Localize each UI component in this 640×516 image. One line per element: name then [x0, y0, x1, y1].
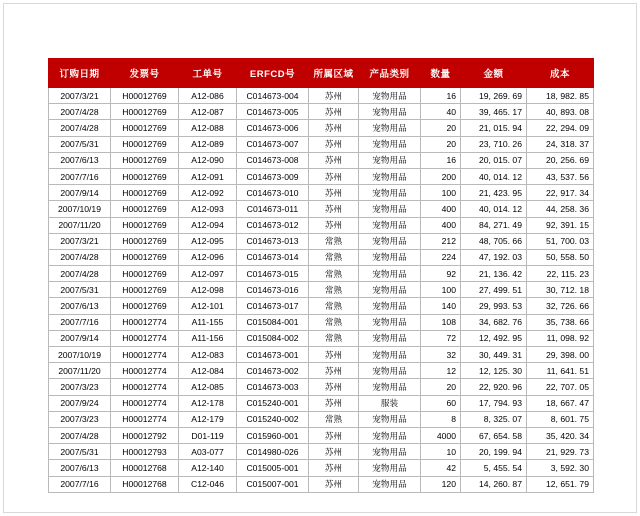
cell-invoice-no: H00012769 [111, 201, 179, 217]
cell-work-order-no: A12-178 [179, 395, 237, 411]
cell-order-date: 2007/7/16 [49, 476, 111, 492]
cell-region: 苏州 [309, 379, 359, 395]
cell-region: 苏州 [309, 185, 359, 201]
cell-amount: 29, 993. 53 [461, 298, 527, 314]
cell-region: 苏州 [309, 136, 359, 152]
cell-work-order-no: A12-140 [179, 460, 237, 476]
cell-erfcd-no: C014980-026 [237, 444, 309, 460]
cell-order-date: 2007/7/16 [49, 314, 111, 330]
cell-cost: 18, 667. 47 [527, 395, 594, 411]
cell-erfcd-no: C015240-002 [237, 411, 309, 427]
cell-cost: 18, 982. 85 [527, 88, 594, 104]
cell-erfcd-no: C014673-002 [237, 363, 309, 379]
cell-erfcd-no: C014673-008 [237, 152, 309, 168]
cell-erfcd-no: C014673-003 [237, 379, 309, 395]
cell-cost: 35, 420. 34 [527, 427, 594, 443]
cell-product-category: 宠物用品 [359, 427, 421, 443]
cell-invoice-no: H00012774 [111, 363, 179, 379]
cell-work-order-no: A12-087 [179, 104, 237, 120]
cell-order-date: 2007/3/21 [49, 233, 111, 249]
table-row [49, 120, 594, 136]
cell-erfcd-no: C014673-014 [237, 249, 309, 265]
cell-cost: 51, 700. 03 [527, 233, 594, 249]
cell-order-date: 2007/3/23 [49, 379, 111, 395]
cell-quantity: 140 [421, 298, 461, 314]
cell-region: 常熟 [309, 411, 359, 427]
cell-invoice-no: H00012769 [111, 217, 179, 233]
cell-amount: 34, 682. 76 [461, 314, 527, 330]
cell-order-date: 2007/3/21 [49, 88, 111, 104]
cell-amount: 12, 125. 30 [461, 363, 527, 379]
cell-quantity: 200 [421, 168, 461, 184]
cell-erfcd-no: C015084-002 [237, 330, 309, 346]
cell-quantity: 32 [421, 347, 461, 363]
cell-product-category: 宠物用品 [359, 104, 421, 120]
cell-cost: 44, 258. 36 [527, 201, 594, 217]
cell-amount: 20, 015. 07 [461, 152, 527, 168]
cell-invoice-no: H00012774 [111, 347, 179, 363]
table-row [49, 411, 594, 427]
cell-region: 苏州 [309, 152, 359, 168]
cell-invoice-no: H00012769 [111, 120, 179, 136]
cell-quantity: 100 [421, 185, 461, 201]
column-header-work-order-no[interactable]: 工单号 [179, 59, 237, 88]
table-row [49, 476, 594, 492]
table-row [49, 88, 594, 104]
cell-cost: 22, 707. 05 [527, 379, 594, 395]
cell-invoice-no: H00012769 [111, 136, 179, 152]
cell-quantity: 4000 [421, 427, 461, 443]
cell-erfcd-no: C015240-001 [237, 395, 309, 411]
cell-region: 苏州 [309, 120, 359, 136]
cell-invoice-no: H00012769 [111, 298, 179, 314]
cell-amount: 67, 654. 58 [461, 427, 527, 443]
cell-product-category: 宠物用品 [359, 249, 421, 265]
cell-erfcd-no: C014673-010 [237, 185, 309, 201]
cell-order-date: 2007/5/31 [49, 444, 111, 460]
cell-cost: 22, 115. 23 [527, 266, 594, 282]
cell-invoice-no: H00012769 [111, 233, 179, 249]
cell-work-order-no: A12-084 [179, 363, 237, 379]
cell-region: 苏州 [309, 395, 359, 411]
table-row [49, 363, 594, 379]
table-row [49, 379, 594, 395]
table-row [49, 347, 594, 363]
cell-quantity: 42 [421, 460, 461, 476]
table-row [49, 233, 594, 249]
cell-order-date: 2007/11/20 [49, 363, 111, 379]
cell-cost: 24, 318. 37 [527, 136, 594, 152]
cell-invoice-no: H00012774 [111, 314, 179, 330]
cell-region: 苏州 [309, 104, 359, 120]
cell-product-category: 宠物用品 [359, 185, 421, 201]
cell-order-date: 2007/4/28 [49, 120, 111, 136]
cell-quantity: 120 [421, 476, 461, 492]
cell-quantity: 72 [421, 330, 461, 346]
cell-amount: 17, 794. 93 [461, 395, 527, 411]
cell-product-category: 宠物用品 [359, 266, 421, 282]
cell-cost: 12, 651. 79 [527, 476, 594, 492]
cell-quantity: 16 [421, 152, 461, 168]
cell-product-category: 宠物用品 [359, 298, 421, 314]
cell-product-category: 宠物用品 [359, 460, 421, 476]
table-row [49, 298, 594, 314]
cell-order-date: 2007/4/28 [49, 427, 111, 443]
cell-invoice-no: H00012769 [111, 282, 179, 298]
column-header-cost[interactable]: 成本 [527, 59, 594, 88]
cell-quantity: 400 [421, 201, 461, 217]
column-header-erfcd-no[interactable]: ERFCD号 [237, 59, 309, 88]
cell-order-date: 2007/9/14 [49, 185, 111, 201]
cell-quantity: 20 [421, 136, 461, 152]
order-table-container [48, 58, 593, 493]
order-table [48, 58, 594, 493]
cell-erfcd-no: C014673-012 [237, 217, 309, 233]
cell-erfcd-no: C014673-011 [237, 201, 309, 217]
table-row [49, 217, 594, 233]
table-row [49, 201, 594, 217]
cell-work-order-no: A12-101 [179, 298, 237, 314]
cell-region: 苏州 [309, 476, 359, 492]
cell-region: 常熟 [309, 330, 359, 346]
cell-quantity: 10 [421, 444, 461, 460]
cell-order-date: 2007/6/13 [49, 460, 111, 476]
cell-cost: 21, 929. 73 [527, 444, 594, 460]
cell-amount: 5, 455. 54 [461, 460, 527, 476]
cell-amount: 21, 423. 95 [461, 185, 527, 201]
cell-cost: 50, 558. 50 [527, 249, 594, 265]
cell-amount: 23, 710. 26 [461, 136, 527, 152]
cell-erfcd-no: C014673-015 [237, 266, 309, 282]
cell-product-category: 宠物用品 [359, 411, 421, 427]
cell-amount: 39, 465. 17 [461, 104, 527, 120]
cell-quantity: 400 [421, 217, 461, 233]
cell-amount: 8, 325. 07 [461, 411, 527, 427]
cell-region: 苏州 [309, 444, 359, 460]
table-row [49, 444, 594, 460]
cell-invoice-no: H00012793 [111, 444, 179, 460]
cell-quantity: 100 [421, 282, 461, 298]
column-header-quantity[interactable]: 数量 [421, 59, 461, 88]
column-header-product-category[interactable]: 产品类别 [359, 59, 421, 88]
cell-amount: 40, 014. 12 [461, 168, 527, 184]
cell-order-date: 2007/6/13 [49, 152, 111, 168]
cell-order-date: 2007/7/16 [49, 168, 111, 184]
cell-product-category: 宠物用品 [359, 476, 421, 492]
cell-erfcd-no: C015084-001 [237, 314, 309, 330]
cell-product-category: 宠物用品 [359, 217, 421, 233]
cell-work-order-no: A03-077 [179, 444, 237, 460]
cell-quantity: 20 [421, 379, 461, 395]
cell-amount: 22, 920. 96 [461, 379, 527, 395]
cell-amount: 20, 199. 94 [461, 444, 527, 460]
cell-work-order-no: A12-092 [179, 185, 237, 201]
table-row [49, 136, 594, 152]
cell-region: 苏州 [309, 363, 359, 379]
cell-cost: 22, 294. 09 [527, 120, 594, 136]
table-row [49, 460, 594, 476]
cell-work-order-no: A12-085 [179, 379, 237, 395]
cell-order-date: 2007/5/31 [49, 136, 111, 152]
cell-product-category: 宠物用品 [359, 168, 421, 184]
cell-quantity: 108 [421, 314, 461, 330]
cell-amount: 19, 269. 69 [461, 88, 527, 104]
cell-region: 苏州 [309, 168, 359, 184]
cell-product-category: 宠物用品 [359, 201, 421, 217]
cell-erfcd-no: C014673-006 [237, 120, 309, 136]
cell-quantity: 92 [421, 266, 461, 282]
cell-erfcd-no: C015005-001 [237, 460, 309, 476]
cell-amount: 12, 492. 95 [461, 330, 527, 346]
cell-erfcd-no: C014673-001 [237, 347, 309, 363]
cell-erfcd-no: C014673-005 [237, 104, 309, 120]
table-row [49, 314, 594, 330]
table-row [49, 168, 594, 184]
cell-erfcd-no: C014673-007 [237, 136, 309, 152]
table-body [49, 88, 594, 493]
cell-region: 常熟 [309, 266, 359, 282]
cell-region: 苏州 [309, 427, 359, 443]
cell-work-order-no: A12-088 [179, 120, 237, 136]
cell-work-order-no: A11-155 [179, 314, 237, 330]
table-row [49, 266, 594, 282]
cell-region: 常熟 [309, 298, 359, 314]
cell-amount: 27, 499. 51 [461, 282, 527, 298]
cell-erfcd-no: C015007-001 [237, 476, 309, 492]
cell-invoice-no: H00012769 [111, 88, 179, 104]
cell-erfcd-no: C014673-013 [237, 233, 309, 249]
cell-invoice-no: H00012769 [111, 249, 179, 265]
cell-cost: 32, 726. 66 [527, 298, 594, 314]
cell-order-date: 2007/6/13 [49, 298, 111, 314]
cell-region: 苏州 [309, 347, 359, 363]
cell-amount: 47, 192. 03 [461, 249, 527, 265]
cell-invoice-no: H00012769 [111, 168, 179, 184]
cell-invoice-no: H00012774 [111, 411, 179, 427]
cell-work-order-no: A12-094 [179, 217, 237, 233]
cell-work-order-no: A12-179 [179, 411, 237, 427]
cell-amount: 40, 014. 12 [461, 201, 527, 217]
cell-product-category: 宠物用品 [359, 233, 421, 249]
cell-invoice-no: H00012774 [111, 330, 179, 346]
cell-product-category: 宠物用品 [359, 444, 421, 460]
cell-product-category: 宠物用品 [359, 347, 421, 363]
cell-quantity: 224 [421, 249, 461, 265]
cell-region: 常熟 [309, 233, 359, 249]
cell-work-order-no: A12-086 [179, 88, 237, 104]
cell-product-category: 宠物用品 [359, 136, 421, 152]
cell-order-date: 2007/9/14 [49, 330, 111, 346]
cell-amount: 30, 449. 31 [461, 347, 527, 363]
cell-product-category: 宠物用品 [359, 314, 421, 330]
cell-invoice-no: H00012769 [111, 152, 179, 168]
column-header-invoice-no[interactable]: 发票号 [111, 59, 179, 88]
cell-work-order-no: A12-093 [179, 201, 237, 217]
cell-cost: 20, 256. 69 [527, 152, 594, 168]
column-header-order-date[interactable]: 订购日期 [49, 59, 111, 88]
cell-work-order-no: D01-119 [179, 427, 237, 443]
cell-work-order-no: A12-091 [179, 168, 237, 184]
cell-cost: 11, 641. 51 [527, 363, 594, 379]
cell-order-date: 2007/4/28 [49, 104, 111, 120]
cell-work-order-no: A12-089 [179, 136, 237, 152]
cell-order-date: 2007/4/28 [49, 266, 111, 282]
table-row [49, 330, 594, 346]
cell-cost: 11, 098. 92 [527, 330, 594, 346]
table-row [49, 152, 594, 168]
cell-region: 苏州 [309, 460, 359, 476]
cell-product-category: 服装 [359, 395, 421, 411]
cell-invoice-no: H00012792 [111, 427, 179, 443]
cell-erfcd-no: C014673-016 [237, 282, 309, 298]
cell-invoice-no: H00012774 [111, 379, 179, 395]
table-row [49, 104, 594, 120]
cell-invoice-no: H00012769 [111, 185, 179, 201]
cell-invoice-no: H00012769 [111, 104, 179, 120]
cell-quantity: 60 [421, 395, 461, 411]
cell-region: 苏州 [309, 201, 359, 217]
cell-region: 苏州 [309, 217, 359, 233]
cell-cost: 35, 738. 66 [527, 314, 594, 330]
cell-amount: 84, 271. 49 [461, 217, 527, 233]
cell-quantity: 8 [421, 411, 461, 427]
cell-order-date: 2007/10/19 [49, 201, 111, 217]
cell-cost: 43, 537. 56 [527, 168, 594, 184]
cell-region: 苏州 [309, 88, 359, 104]
cell-cost: 3, 592. 30 [527, 460, 594, 476]
cell-work-order-no: A12-098 [179, 282, 237, 298]
cell-cost: 40, 893. 08 [527, 104, 594, 120]
cell-order-date: 2007/3/23 [49, 411, 111, 427]
table-row [49, 395, 594, 411]
cell-quantity: 40 [421, 104, 461, 120]
cell-work-order-no: A12-097 [179, 266, 237, 282]
cell-invoice-no: H00012774 [111, 395, 179, 411]
cell-work-order-no: A12-095 [179, 233, 237, 249]
cell-product-category: 宠物用品 [359, 88, 421, 104]
cell-product-category: 宠物用品 [359, 120, 421, 136]
cell-product-category: 宠物用品 [359, 152, 421, 168]
cell-order-date: 2007/9/24 [49, 395, 111, 411]
cell-work-order-no: C12-046 [179, 476, 237, 492]
cell-erfcd-no: C015960-001 [237, 427, 309, 443]
table-row [49, 249, 594, 265]
cell-product-category: 宠物用品 [359, 282, 421, 298]
cell-erfcd-no: C014673-004 [237, 88, 309, 104]
cell-cost: 92, 391. 15 [527, 217, 594, 233]
cell-region: 常熟 [309, 314, 359, 330]
table-header-row [49, 59, 594, 88]
cell-amount: 14, 260. 87 [461, 476, 527, 492]
cell-order-date: 2007/4/28 [49, 249, 111, 265]
column-header-region[interactable]: 所属区域 [309, 59, 359, 88]
cell-quantity: 16 [421, 88, 461, 104]
cell-cost: 29, 398. 00 [527, 347, 594, 363]
cell-cost: 22, 917. 34 [527, 185, 594, 201]
table-row [49, 185, 594, 201]
cell-work-order-no: A12-090 [179, 152, 237, 168]
cell-amount: 21, 015. 94 [461, 120, 527, 136]
column-header-amount[interactable]: 金额 [461, 59, 527, 88]
cell-product-category: 宠物用品 [359, 363, 421, 379]
cell-cost: 8, 601. 75 [527, 411, 594, 427]
cell-cost: 30, 712. 18 [527, 282, 594, 298]
cell-order-date: 2007/10/19 [49, 347, 111, 363]
cell-quantity: 20 [421, 120, 461, 136]
cell-erfcd-no: C014673-017 [237, 298, 309, 314]
cell-region: 常熟 [309, 282, 359, 298]
cell-quantity: 212 [421, 233, 461, 249]
cell-amount: 21, 136. 42 [461, 266, 527, 282]
cell-invoice-no: H00012768 [111, 460, 179, 476]
cell-order-date: 2007/11/20 [49, 217, 111, 233]
table-header [49, 59, 594, 88]
cell-quantity: 12 [421, 363, 461, 379]
cell-region: 常熟 [309, 249, 359, 265]
cell-amount: 48, 705. 66 [461, 233, 527, 249]
cell-invoice-no: H00012768 [111, 476, 179, 492]
cell-product-category: 宠物用品 [359, 379, 421, 395]
cell-invoice-no: H00012769 [111, 266, 179, 282]
table-row [49, 282, 594, 298]
cell-erfcd-no: C014673-009 [237, 168, 309, 184]
cell-order-date: 2007/5/31 [49, 282, 111, 298]
cell-work-order-no: A11-156 [179, 330, 237, 346]
cell-work-order-no: A12-096 [179, 249, 237, 265]
cell-work-order-no: A12-083 [179, 347, 237, 363]
cell-product-category: 宠物用品 [359, 330, 421, 346]
table-row [49, 427, 594, 443]
